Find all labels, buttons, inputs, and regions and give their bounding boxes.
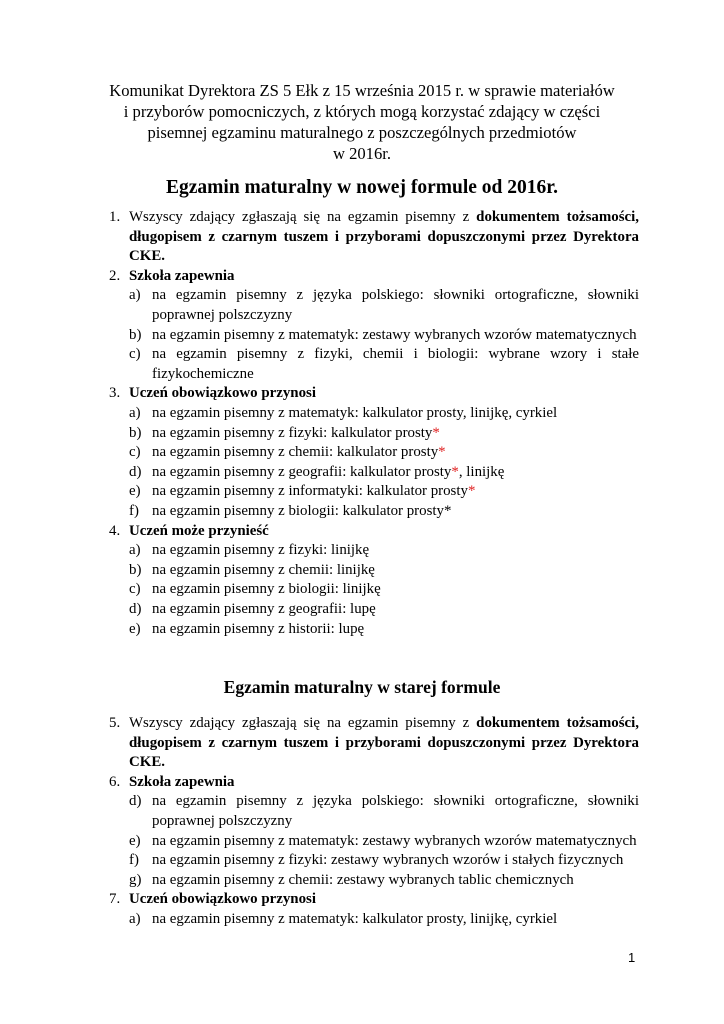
section-heading-new-formula: Egzamin maturalny w nowej formule od 2016r. [166,177,558,198]
asterisk-mark: * [432,424,440,441]
header-line: Komunikat Dyrektora ZS 5 Ełk z 15 września 2015 r. w sprawie materiałów [109,81,615,100]
document-page: Komunikat Dyrektora ZS 5 Ełk z 15 września 2015 r. w sprawie materiałów i przyborów pomocniczych, z których mogą korzystać zdający w części pisemnej egzaminu maturalnego z poszczególnych przedmiotów w 2016r. Egzamin maturalny w nowej formule od 2016r. 1. Wszyscy zdający zgłaszają się na egzamin pisemny z dokumentem tożsamości, długopisem z czarnym tuszem i przyborami dopuszczonymi przez Dyrektora CKE. 2. Szkoła zapewnia a) na egzamin pisemny z języka polskiego: słowniki ortograficzne, słowniki poprawnej polszczyzny b) na egzamin pisemny z matematyk: zestawy wybranych wzorów matematycznych c) na egzamin pisemny z fizyki, chemii i biologii: wybrane wzory i stałe fizykochemiczne 3. Uczeń obowiązkowo przynosi a) na egzamin pisemny z matematyk: kalkulator prosty, linijkę, cyrkiel b) na egzamin pisemny z fizyki: kalkulator prosty* c) na egzamin pisemny z chemii: kalkulator prosty* d) na egzamin pisemny z geografii: kalkulator prosty*, linijkę e) na egzamin pisemny z informatyki: kalkulator prosty* f) na egzamin pisemny z biologii: kalkulator prosty* 4. Uczeń może przynieść a) na egzamin pisemny z fizyki: linijkę b) na egzamin pisemny z chemii: linijkę c) na egzamin pisemny z biologii: linijkę d) na egzamin pisemny z geografii: lupę e) na egzamin pisemny z historii: lupę Egzamin maturalny w starej formule 5. Wszyscy zdający zgłaszają się na egzamin pisemny z dokumentem tożsamości, długopisem z czarnym tuszem i przyborami dopuszczonymi przez Dyrektora CKE. 6. Szkoła zapewnia d) na egzamin pisemny z języka polskiego: słowniki ortograficzne, słowniki poprawnej polszczyzny e) na egzamin pisemny z matematyk: zestawy wybranych wzorów matematycznych f) na egzamin pisemny z fizyki: zestawy wybranych wzorów i stałych fizycznych g) na egzamin pisemny z chemii: zestawy wybranych tablic chemicznych 7. Uczeń obowiązkowo przynosi a) na egzamin pisemny z matematyk: kalkulator prosty, linijkę, cyrkiel 1 [0,0,724,1024]
section-heading-old-formula: Egzamin maturalny w starej formule [223,677,501,697]
asterisk-mark: * [451,463,459,480]
item-text: Wszyscy zdający zgłaszają się na egzamin pisemny z dokumentem tożsamości, [129,209,639,225]
item-title: Szkoła zapewnia [129,267,235,284]
header-line: pisemnej egzaminu maturalnego z poszczególnych przedmiotów [147,123,577,142]
item-number: 1. [109,209,121,225]
item-title: Uczeń obowiązkowo przynosi [129,385,316,402]
item-title: Uczeń może przynieść [129,522,269,539]
asterisk-mark: * [438,444,446,461]
header-line: i przyborów pomocniczych, z których mogą korzystać zdający w części [123,102,601,121]
page-number: 1 [628,950,636,965]
item-title: Szkoła zapewnia [129,773,235,790]
document-header [60,80,664,164]
item-title: Uczeń obowiązkowo przynosi [129,891,316,908]
header-line: w 2016r. [332,144,392,163]
asterisk-mark: * [467,483,476,500]
